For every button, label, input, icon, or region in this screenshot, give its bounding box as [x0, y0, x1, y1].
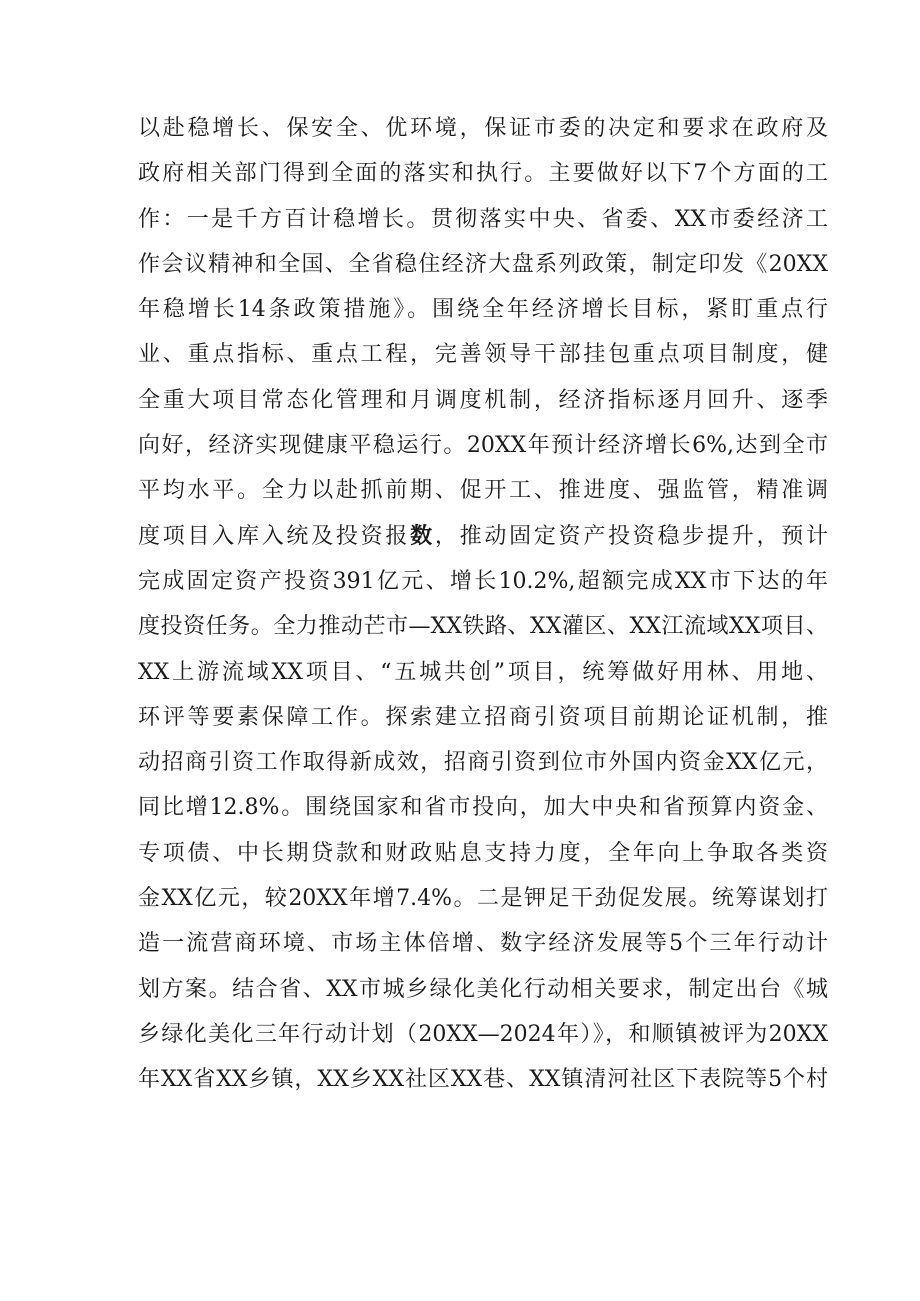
text-line-20: 划方案。结合省、XX市城乡绿化美化行动相关要求，制定出台《城 — [138, 976, 828, 1002]
text-line-22: 年XX省XX乡镇，XX乡XX社区XX巷、XX镇清河社区下表院等5个村 — [138, 1067, 828, 1093]
text-line-17: 专项债、中长期贷款和财政贴息支持力度，全年向上争取各类资 — [138, 840, 828, 866]
text-line-16: 同比增12.8%。围绕国家和省市投向，加大中央和省预算内资金、 — [138, 795, 828, 821]
text-line-10-head: 度项目入库入统及投资报 — [138, 523, 411, 549]
text-line-12: 度投资任务。全力推动芒市—XX铁路、XX灌区、XX江流域XX项目、 — [138, 614, 828, 640]
text-line-21: 乡绿化美化三年行动计划（20XX—2024年）》，和顺镇被评为20XX — [138, 1021, 828, 1047]
text-line-3: 作：一是千方百计稳增长。贯彻落实中央、省委、XX市委经济工 — [138, 206, 828, 232]
text-line-14: 环评等要素保障工作。探索建立招商引资项目前期论证机制，推 — [138, 704, 828, 730]
text-line-10-tail: ，推动固定资产投资稳步提升，预计 — [434, 523, 828, 549]
text-line-6: 业、重点指标、重点工程，完善领导干部挂包重点项目制度，健 — [138, 342, 828, 368]
text-line-15: 动招商引资工作取得新成效，招商引资到位市外国内资金XX亿元， — [138, 750, 828, 776]
text-line-18: 金XX亿元，较20XX年增7.4%。二是钾足干劲促发展。统筹谋划打 — [138, 886, 828, 912]
bold-character: 数 — [410, 523, 435, 549]
text-line-1: 以赴稳增长、保安全、优环境，保证市委的决定和要求在政府及 — [138, 116, 828, 141]
text-line-10 — [138, 514, 828, 559]
text-line-11: 完成固定资产投资391亿元、增长10.2%,超额完成XX市下达的年 — [138, 568, 828, 594]
text-line-8: 向好，经济实现健康平稳运行。20XX年预计经济增长6%,达到全市 — [138, 433, 828, 459]
text-line-9: 平均水平。全力以赴抓前期、促开工、推进度、强监管，精准调 — [138, 478, 828, 504]
text-line-7: 全重大项目常态化管理和月调度机制，经济指标逐月回升、逐季 — [138, 387, 828, 413]
body-text — [138, 106, 828, 1103]
text-line-13: XX上游流域XX项目、“五城共创”项目，统筹做好用林、用地、 — [138, 659, 828, 685]
text-line-19: 造一流营商环境、市场主体倍增、数字经济发展等5个三年行动计 — [138, 931, 828, 957]
text-line-5: 年稳增长14条政策措施》。围绕全年经济增长目标，紧盯重点行 — [138, 297, 828, 323]
text-line-2: 政府相关部门得到全面的落实和执行。主要做好以下7个方面的工 — [138, 161, 828, 187]
text-line-4: 作会议精神和全国、全省稳住经济大盘系列政策，制定印发《20XX — [138, 251, 828, 277]
